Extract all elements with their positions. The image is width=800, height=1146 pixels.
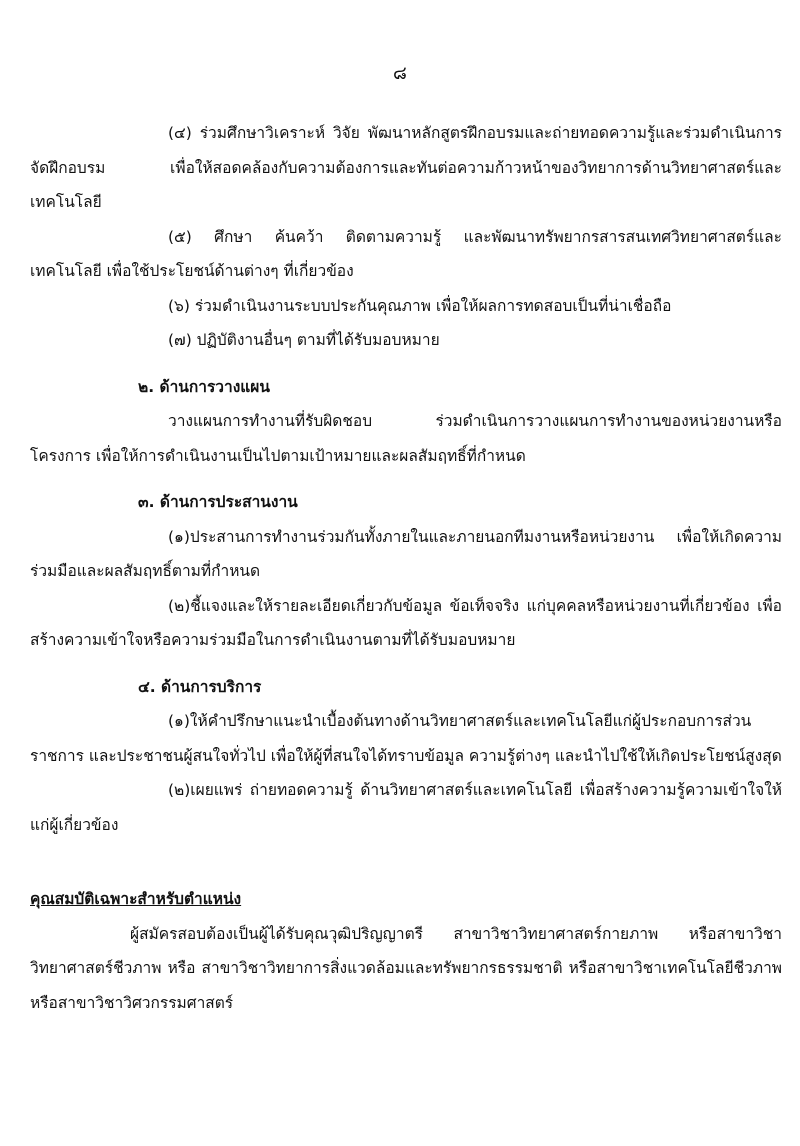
qualifications-text: ผู้สมัครสอบต้องเป็นผู้ได้รับคุณวุฒิปริญญาตรี สาขาวิชาวิทยาศาสตร์กายภาพ หรือสาขาวิชาวิทยาศาสตร์ชีวภาพ หรือ สาขาวิชาวิทยาการสิ่งแวดล้อมและทรัพยากรธรรมชาติ หรือสาขาวิชาเทคโนโลยีชีวภาพ หรือสาขาวิชาวิศวกรรมศาสตร์: [30, 924, 782, 1012]
section-heading-planning: ๒. ด้านการวางแผน: [138, 377, 270, 396]
section-heading-service: ๔. ด้านการบริการ: [138, 677, 262, 696]
coordination-item-2: (๒)ชี้แจงและให้รายละเอียดเกี่ยวกับข้อมูล ข้อเท็จจริง แก่บุคคลหรือหน่วยงานที่เกี่ยวข้อง เพื่อสร้างความเข้าใจหรือความร่วมมือในการดำเนินงานตามที่ได้รับมอบหมาย: [30, 596, 782, 649]
duty-item-4: (๔) ร่วมศึกษาวิเคราะห์ วิจัย พัฒนาหลักสูตรฝึกอบรมและถ่ายทอดความรู้และร่วมดำเนินการจัดฝึกอบรม เพื่อให้สอดคล้องกับความต้องการและทันต่อความก้าวหน้าของวิทยาการด้านวิทยาศาสตร์และเทคโนโลยี: [30, 124, 782, 211]
page-number: ๘: [393, 63, 407, 84]
duty-item-6: (๖) ร่วมดำเนินงานระบบประกันคุณภาพ เพื่อให้ผลการทดสอบเป็นที่น่าเชื่อถือ: [168, 296, 672, 315]
document-body: [30, 116, 782, 1020]
duty-item-7: (๗) ปฏิบัติงานอื่นๆ ตามที่ได้รับมอบหมาย: [168, 331, 440, 349]
qualifications-heading: คุณสมบัติเฉพาะสำหรับตำแหน่ง: [30, 890, 242, 908]
section-heading-coordination: ๓. ด้านการประสานงาน: [138, 493, 298, 511]
duty-item-5: (๕) ศึกษา ค้นคว้า ติดตามความรู้ และพัฒนาทรัพยากรสารสนเทศวิทยาศาสตร์และเทคโนโลยี เพื่อใช้ประโยชน์ด้านต่างๆ ที่เกี่ยวข้อง: [30, 227, 782, 280]
planning-text: วางแผนการทำงานที่รับผิดชอบ ร่วมดำเนินการวางแผนการทำงานของหน่วยงานหรือโครงการ เพื่อให้การดำเนินงานเป็นไปตามเป้าหมายและผลสัมฤทธิ์ที่กำหนด: [30, 412, 782, 465]
service-item-1: (๑)ให้คำปรึกษาแนะนำเบื้องต้นทางด้านวิทยาศาสตร์และเทคโนโลยีแก่ผู้ประกอบการส่วนราชการ และประชาชนผู้สนใจทั่วไป เพื่อให้ผู้ที่สนใจได้ทราบข้อมูล ความรู้ต่างๆ และนำไปใช้ให้เกิดประโยชน์สูงสุด: [30, 712, 782, 765]
service-item-2: (๒)เผยแพร่ ถ่ายทอดความรู้ ด้านวิทยาศาสตร์และเทคโนโลยี เพื่อสร้างความรู้ความเข้าใจให้แก่ผู้เกี่ยวข้อง: [30, 781, 782, 834]
coordination-item-1: (๑)ประสานการทำงานร่วมกันทั้งภายในและภายนอกทีมงานหรือหน่วยงาน เพื่อให้เกิดความร่วมมือและผลสัมฤทธิ์ตามที่กำหนด: [30, 527, 782, 580]
